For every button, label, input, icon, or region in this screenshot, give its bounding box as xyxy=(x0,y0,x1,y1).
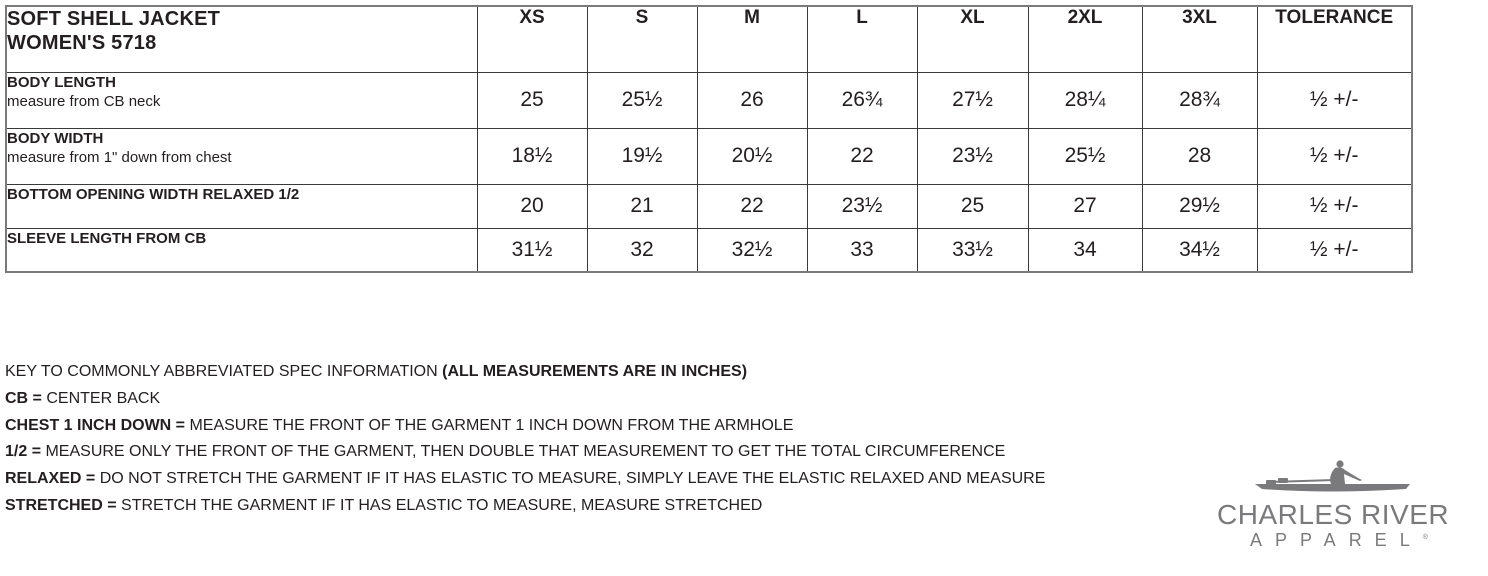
table-cell: 18½ xyxy=(477,128,587,184)
column-header-tolerance: TOLERANCE xyxy=(1257,6,1412,72)
table-cell: 27 xyxy=(1028,184,1142,228)
title-line-2: WOMEN'S 5718 xyxy=(7,32,157,54)
table-cell: 25½ xyxy=(1028,128,1142,184)
table-row xyxy=(6,184,1412,228)
row-label-sub: measure from CB neck xyxy=(7,92,161,110)
table-cell: 29½ xyxy=(1142,184,1257,228)
rower-icon xyxy=(1210,458,1455,500)
key-term: STRETCHED = xyxy=(5,496,117,514)
table-cell: 22 xyxy=(807,128,917,184)
row-label-main: BODY WIDTH xyxy=(7,129,104,147)
table-cell: 26¾ xyxy=(807,72,917,128)
key-definition: STRETCH THE GARMENT IF IT HAS ELASTIC TO MEASURE, MEASURE STRETCHED xyxy=(116,496,763,514)
product-title xyxy=(6,6,477,72)
title-line-1: SOFT SHELL JACKET xyxy=(7,8,221,30)
tolerance-cell: ½ +/- xyxy=(1257,128,1412,184)
table-cell: 23½ xyxy=(807,184,917,228)
charles-river-logo xyxy=(1210,458,1455,558)
key-definition: CENTER BACK xyxy=(41,389,161,407)
key-heading xyxy=(5,359,1045,386)
table-cell: 21 xyxy=(587,184,697,228)
key-item xyxy=(5,413,1045,440)
table-cell: 28 xyxy=(1142,128,1257,184)
column-header: L xyxy=(807,6,917,72)
row-label-main: SLEEVE LENGTH FROM CB xyxy=(7,229,207,247)
logo-sub-text: APPAREL xyxy=(1250,530,1423,550)
registered-mark: ® xyxy=(1422,534,1428,541)
row-label xyxy=(6,72,477,128)
column-header: XS xyxy=(477,6,587,72)
table-cell: 20½ xyxy=(697,128,807,184)
table-cell: 27½ xyxy=(917,72,1028,128)
table-cell: 20 xyxy=(477,184,587,228)
row-label-sub: measure from 1" down from chest xyxy=(7,148,232,166)
tolerance-cell: ½ +/- xyxy=(1257,184,1412,228)
table-cell: 23½ xyxy=(917,128,1028,184)
key-item xyxy=(5,466,1045,493)
column-header: 3XL xyxy=(1142,6,1257,72)
table-row xyxy=(6,72,1412,128)
table-header-row xyxy=(6,6,1412,72)
row-label xyxy=(6,128,477,184)
table-row xyxy=(6,128,1412,184)
row-label-main: BOTTOM OPENING WIDTH RELAXED 1/2 xyxy=(7,185,300,203)
column-header: S xyxy=(587,6,697,72)
key-term: 1/2 = xyxy=(5,443,42,461)
row-label xyxy=(6,228,477,272)
key-heading-text: KEY TO COMMONLY ABBREVIATED SPEC INFORMATION xyxy=(5,363,443,380)
column-header: XL xyxy=(917,6,1028,72)
key-term: CB = xyxy=(5,389,42,407)
table-cell: 34 xyxy=(1028,228,1142,272)
key-definition: MEASURE THE FRONT OF THE GARMENT 1 INCH DOWN FROM THE ARMHOLE xyxy=(185,416,794,434)
table-cell: 31½ xyxy=(477,228,587,272)
table-cell: 28¼ xyxy=(1028,72,1142,128)
key-definition: DO NOT STRETCH THE GARMENT IF IT HAS ELASTIC TO MEASURE, SIMPLY LEAVE THE ELASTIC RELAXED AND MEASURE xyxy=(95,470,1046,488)
tolerance-cell: ½ +/- xyxy=(1257,72,1412,128)
row-label xyxy=(6,184,477,228)
key-definition: MEASURE ONLY THE FRONT OF THE GARMENT, THEN DOUBLE THAT MEASUREMENT TO GET THE TOTAL CIRCUMFERENCE xyxy=(41,443,1006,461)
table-cell: 25½ xyxy=(587,72,697,128)
key-term: RELAXED = xyxy=(5,470,96,488)
size-spec-table xyxy=(5,5,1413,273)
table-cell: 25 xyxy=(477,72,587,128)
table-cell: 32½ xyxy=(697,228,807,272)
logo-brand: CHARLES RIVER xyxy=(1217,499,1450,530)
column-header: 2XL xyxy=(1028,6,1142,72)
table-cell: 19½ xyxy=(587,128,697,184)
table-cell: 26 xyxy=(697,72,807,128)
table-cell: 22 xyxy=(697,184,807,228)
key-item xyxy=(5,386,1045,413)
tolerance-cell: ½ +/- xyxy=(1257,228,1412,272)
key-item xyxy=(5,439,1045,466)
table-cell: 34½ xyxy=(1142,228,1257,272)
table-cell: 33½ xyxy=(917,228,1028,272)
table-cell: 33 xyxy=(807,228,917,272)
spec-key xyxy=(5,359,1045,520)
table-cell: 32 xyxy=(587,228,697,272)
table-cell: 28¾ xyxy=(1142,72,1257,128)
key-term: CHEST 1 INCH DOWN = xyxy=(5,416,186,434)
key-item xyxy=(5,493,1045,520)
row-label-main: BODY LENGTH xyxy=(7,73,116,91)
column-header: M xyxy=(697,6,807,72)
logo-sub xyxy=(1250,530,1428,551)
table-row xyxy=(6,228,1412,272)
key-heading-note: (ALL MEASUREMENTS ARE IN INCHES) xyxy=(442,363,748,380)
table-cell: 25 xyxy=(917,184,1028,228)
